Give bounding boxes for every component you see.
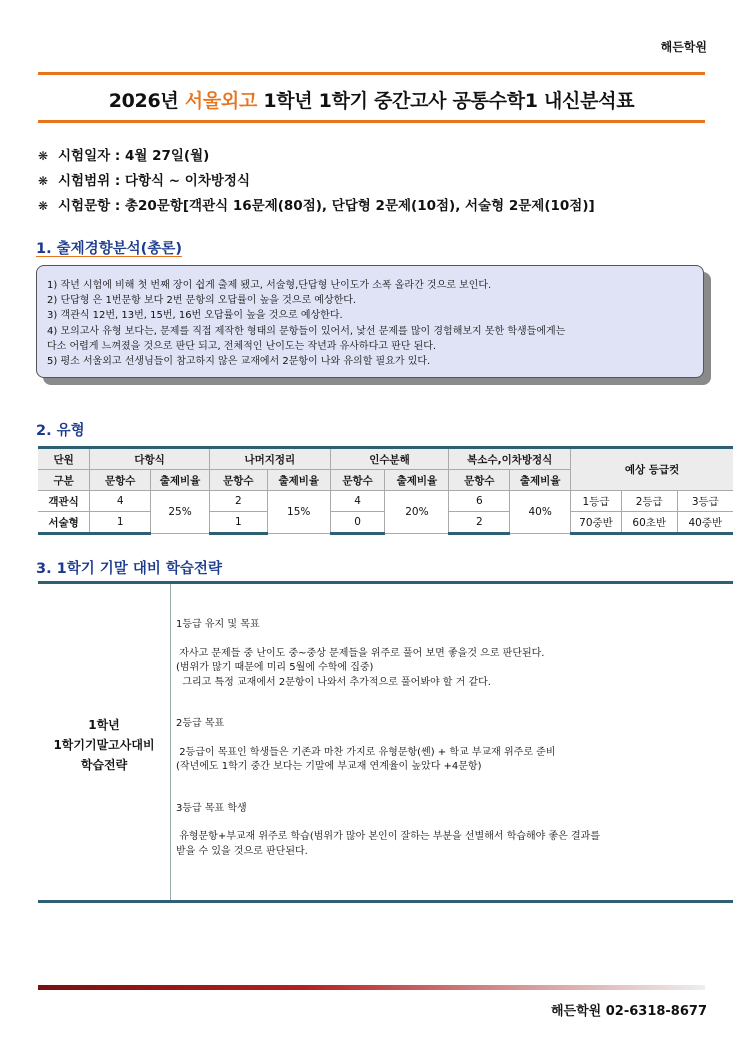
table-header-count: 문항수	[330, 470, 385, 491]
strategy-block-title: 2등급 목표	[176, 718, 225, 729]
table-header-unit-name: 인수분해	[330, 448, 449, 470]
table-header-unit-name: 다항식	[90, 448, 210, 470]
count-cell: 6	[449, 491, 510, 512]
ratio-cell: 25%	[151, 491, 210, 534]
asterisk-icon: ❋	[38, 174, 49, 188]
info-exam-questions: ❋ 시험문항 : 총20문항[객관식 16문제(80점), 단답형 2문제(10점), 서술형 2문제(10점)]	[38, 198, 595, 214]
table-header-grade-cut: 예상 등급컷	[571, 448, 733, 491]
section1-heading: 1. 출제경향분석(총론)	[36, 241, 182, 257]
strategy-left-label: 1학년 1학기기말고사대비 학습전략	[53, 718, 155, 772]
count-cell: 0	[330, 512, 385, 534]
grade-cut-value: 40중반	[677, 512, 733, 534]
table-header-unit-name: 나머지정리	[209, 448, 330, 470]
table-header-ratio: 출제비율	[510, 470, 571, 491]
asterisk-icon: ❋	[38, 149, 49, 163]
analysis-box	[36, 265, 704, 378]
row-type-label: 서술형	[38, 512, 90, 534]
grade-label: 2등급	[621, 491, 677, 512]
title-bottom-rule	[38, 120, 705, 123]
analysis-line: 다소 어렵게 느껴졌을 것으로 판단 되고, 전체적인 난이도는 작년과 유사하다고 판단 된다.	[47, 340, 437, 352]
strategy-line: 2등급이 목표인 학생들은 기존과 마찬 가지로 유형문항(쎈) + 학교 부교재 위주로 준비	[176, 746, 556, 758]
grade-label: 1등급	[571, 491, 622, 512]
strategy-line: 유형문항+부교재 위주로 학습(범위가 많아 본인이 잘하는 부분을 선별해서 학습해야 좋은 결과를	[176, 831, 600, 842]
table-header-ratio: 출제비율	[267, 470, 330, 491]
strategy-block-title: 1등급 유지 및 목표	[176, 619, 260, 630]
analysis-line: 5) 평소 서울외고 선생님들이 참고하지 않은 교재에서 2문항이 나와 유의할 필요가 있다.	[47, 356, 431, 368]
title-prefix: 2026년	[108, 90, 185, 112]
row-type-label: 객관식	[38, 491, 90, 512]
grade-cut-value: 70중반	[571, 512, 622, 534]
footer-gradient-bar	[38, 985, 705, 990]
strategy-line: (작년에도 1학기 중간 보다는 기말에 부교재 연계율이 높았다 +4문항)	[176, 761, 482, 772]
table-row	[38, 491, 733, 512]
table-header-ratio: 출제비율	[385, 470, 449, 491]
count-cell: 2	[209, 491, 267, 512]
title-school: 서울외고	[184, 90, 257, 112]
table-header-type: 구분	[38, 470, 90, 491]
strategy-top-rule	[38, 581, 733, 584]
section3-heading: 3. 1학기 기말 대비 학습전략	[36, 561, 222, 577]
strategy-bottom-rule	[38, 900, 733, 903]
analysis-line: 2) 단답형 은 1번문항 보다 2번 문항의 오답률이 높을 것으로 예상한다.	[47, 295, 357, 307]
table-header-count: 문항수	[90, 470, 151, 491]
strategy-line: 그리고 특정 교재에서 2문항이 나와서 추가적으로 풀어봐야 할 거 같다.	[176, 676, 491, 688]
section2-heading: 2. 유형	[36, 423, 85, 439]
footer-contact: 해든학원 02-6318-8677	[550, 1004, 707, 1019]
count-cell: 4	[330, 491, 385, 512]
title-suffix: 1학년 1학기 중간고사 공통수학1 내신분석표	[257, 90, 635, 112]
count-cell: 1	[209, 512, 267, 534]
table-header-ratio: 출제비율	[151, 470, 210, 491]
strategy-line: 자사고 문제들 중 난이도 중~중상 문제들을 위주로 풀어 보면 좋을것 으로 판단된다.	[176, 647, 545, 659]
info-exam-range: ❋ 시험범위 : 다항식 ~ 이차방정식	[38, 173, 251, 189]
analysis-line: 3) 객관식 12번, 13번, 15번, 16번 오답률이 높을 것으로 예상한다.	[47, 310, 343, 322]
grade-label: 3등급	[677, 491, 733, 512]
info-exam-date: ❋ 시험일자 : 4월 27일(월)	[38, 148, 210, 164]
strategy-content	[176, 618, 716, 859]
table-header-unit: 단원	[38, 448, 90, 470]
strategy-block-title: 3등급 목표 학생	[176, 802, 247, 814]
count-cell: 1	[90, 512, 151, 534]
strategy-divider	[170, 584, 171, 900]
ratio-cell: 20%	[385, 491, 449, 534]
title-top-rule	[38, 72, 705, 75]
strategy-line: 받을 수 있을 것으로 판단된다.	[176, 845, 308, 857]
asterisk-icon: ❋	[38, 199, 49, 213]
count-cell: 4	[90, 491, 151, 512]
count-cell: 2	[449, 512, 510, 534]
question-type-table	[38, 446, 733, 535]
table-header-unit-name: 복소수,이차방정식	[449, 448, 571, 470]
ratio-cell: 40%	[510, 491, 571, 534]
page-title	[38, 86, 705, 113]
ratio-cell: 15%	[267, 491, 330, 534]
table-row	[38, 448, 733, 470]
analysis-line: 4) 모의고사 유형 보다는, 문제를 직접 제작한 형태의 문항들이 있어서, 낯선 문제를 많이 경험해보지 못한 학생들에게는	[47, 325, 566, 337]
academy-name-header: 해든학원	[660, 40, 707, 54]
strategy-line: (범위가 많기 때문에 미리 5월에 수학에 집중)	[176, 662, 374, 673]
grade-cut-value: 60초반	[621, 512, 677, 534]
table-header-count: 문항수	[209, 470, 267, 491]
analysis-line: 1) 작년 시험에 비해 첫 번째 장이 쉽게 출제 됐고, 서술형,단답형 난이도가 소폭 올라간 것으로 보인다.	[47, 280, 492, 291]
table-header-count: 문항수	[449, 470, 510, 491]
